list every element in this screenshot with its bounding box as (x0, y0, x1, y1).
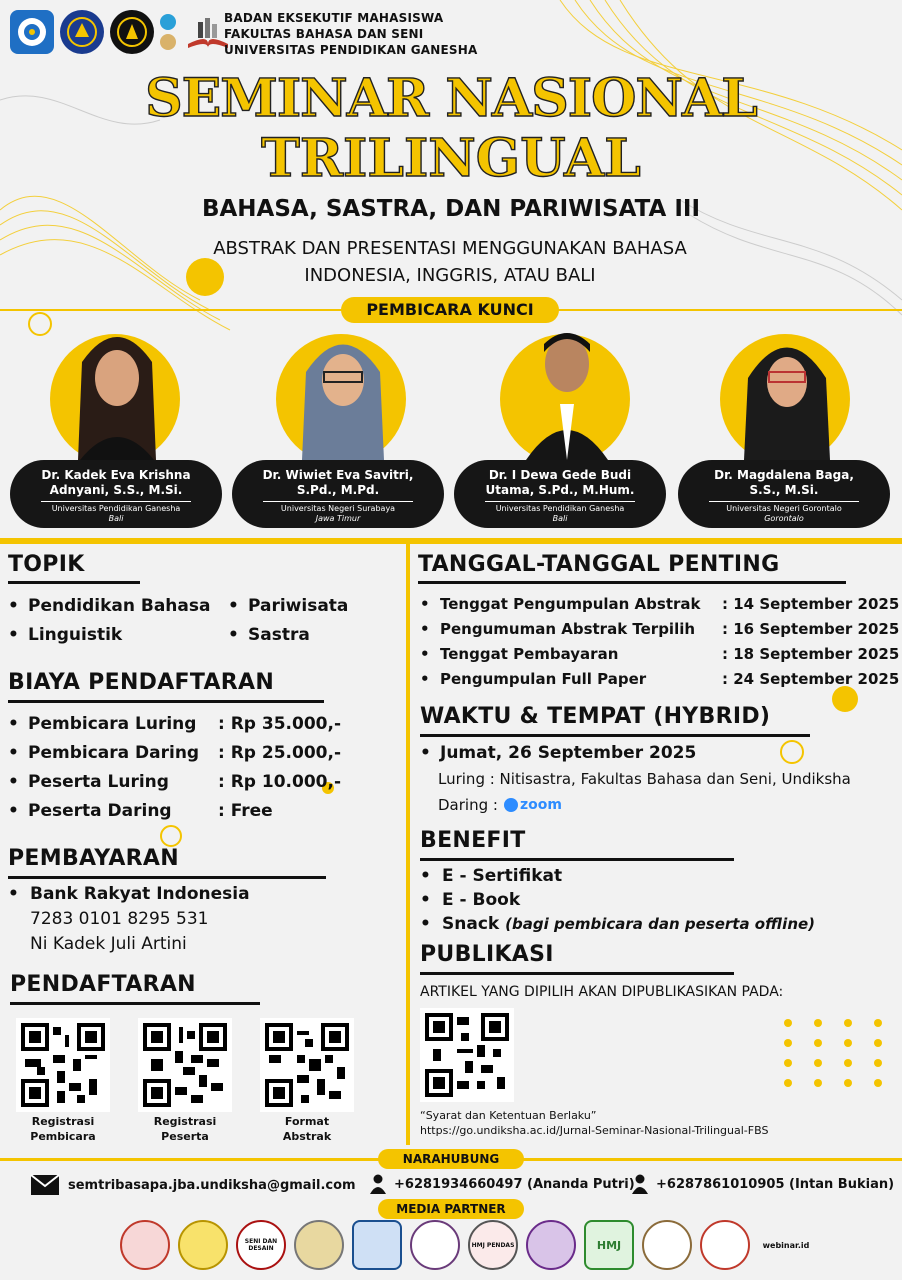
contact-email[interactable] (30, 1174, 356, 1196)
undiksha-logo (60, 10, 104, 54)
description-line-1: ABSTRAK DAN PRESENTASI MENGGUNAKAN BAHASA (213, 238, 687, 259)
org-line-2: FAKULTAS BAHASA DAN SENI (224, 27, 424, 41)
qr-label-line: Format (284, 1115, 330, 1128)
benefit-list: • E - Sertifikat • E - Book • Snack (bagi pembicara dan peserta offline) (420, 866, 816, 934)
speaker-card-4 (678, 460, 890, 528)
section-divider (0, 538, 902, 544)
pembayaran-heading: PEMBAYARAN (8, 846, 179, 871)
date-value: : 24 September 2025 (722, 670, 900, 688)
phone-1-text: +6281934660497 (Ananda Putri) (394, 1176, 635, 1192)
qr-label-line: Registrasi (153, 1115, 217, 1128)
date-value: : 16 September 2025 (722, 620, 900, 638)
partner-logo (700, 1220, 750, 1270)
speaker-card-2 (232, 460, 444, 528)
envelope-icon (30, 1174, 60, 1196)
benefit-item: E - Sertifikat (442, 866, 563, 886)
description-line-2: INDONESIA, INGGRIS, ATAU BALI (304, 265, 596, 286)
partner-logo (120, 1220, 170, 1270)
qr-label-line: Abstrak (282, 1130, 332, 1143)
email-text: semtribasapa.jba.undiksha@gmail.com (68, 1177, 356, 1193)
topic-item: Pariwisata (248, 596, 349, 616)
media-partner-logos (120, 1220, 814, 1270)
snack-note: (bagi pembicara dan peserta offline) (505, 915, 816, 933)
biaya-underline (8, 700, 324, 703)
speaker-location-3: Bali (552, 514, 568, 523)
qr-format-abstrak[interactable] (260, 1018, 354, 1112)
zoom-label: zoom (519, 797, 562, 813)
keynote-label: PEMBICARA KUNCI (341, 297, 559, 323)
contact-phone-2[interactable] (632, 1174, 894, 1194)
topic-item: Linguistik (28, 625, 123, 645)
speaker-affiliation-4: Universitas Negeri Gorontalo (726, 504, 842, 513)
benefit-item: Snack (442, 914, 500, 934)
org-line-1: BADAN EKSEKUTIF MAHASISWA (224, 11, 444, 25)
fee-label: Pembicara Daring (28, 743, 200, 763)
speaker-name-4b: S.S., M.Si. (749, 483, 819, 497)
payment-details: • Bank Rakyat Indonesia 7283 0101 8295 531 Ni Kadek Juli Artini (8, 882, 250, 957)
dates-list: • Tenggat Pengumpulan Abstrak : 14 September 2025 • Pengumuman Abstrak Terpilih : 16 September 2025 • Tenggat Pembayaran : 18 September 2025 • Pengumpulan Full Paper : 24 September 2025 (420, 592, 899, 692)
partner-logo (410, 1220, 460, 1270)
speaker-photo-4 (706, 320, 866, 460)
decor-dot-grid (780, 1015, 890, 1105)
partner-logo: HMJ (584, 1220, 634, 1270)
tanggal-heading: TANGGAL-TANGGAL PENTING (418, 552, 780, 577)
pendaftaran-heading: PENDAFTARAN (10, 972, 196, 997)
event-date: Jumat, 26 September 2025 (440, 743, 697, 763)
date-value: : 14 September 2025 (722, 595, 900, 613)
fee-label: Peserta Daring (28, 801, 172, 821)
qr-label-line: Peserta (161, 1130, 209, 1143)
speaker-photo-2 (262, 320, 422, 460)
org-line-3: UNIVERSITAS PENDIDIKAN GANESHA (224, 43, 478, 57)
qr-label-3 (260, 1114, 354, 1144)
partner-logo (352, 1220, 402, 1270)
event-daring: Daring : (438, 796, 498, 814)
column-divider (406, 540, 410, 1145)
partner-logo (294, 1220, 344, 1270)
speaker-location-4: Gorontalo (764, 514, 804, 523)
main-title-line-1: SEMINAR NASIONAL (145, 68, 757, 129)
fee-label: Pembicara Luring (28, 714, 197, 734)
waktu-underline (420, 734, 810, 737)
speaker-card-3 (454, 460, 666, 528)
speaker-photo-1 (36, 320, 196, 460)
person-icon (370, 1174, 386, 1194)
speaker-location-1: Bali (108, 514, 124, 523)
narahubung-label: NARAHUBUNG (378, 1149, 524, 1169)
speaker-name-2b: S.Pd., M.Pd. (296, 483, 380, 497)
fee-value: : Rp 10.000,- (218, 772, 342, 792)
bem-logo (110, 10, 154, 54)
qr-label-line: Pembicara (30, 1130, 96, 1143)
decor-circle (160, 825, 182, 847)
account-number: 7283 0101 8295 531 (30, 909, 209, 929)
pembayaran-underline (8, 876, 326, 879)
benefit-heading: BENEFIT (420, 828, 526, 853)
person-icon (632, 1174, 648, 1194)
benefit-item: E - Book (442, 890, 521, 910)
main-title-line-2: TRILINGUAL (261, 128, 641, 189)
tanggal-underline (418, 581, 846, 584)
speaker-photo-3 (486, 320, 646, 460)
tut-wuri-logo (10, 10, 54, 54)
speaker-name-2a: Dr. Wiwiet Eva Savitri, (262, 468, 414, 482)
speaker-name-3b: Utama, S.Pd., M.Hum. (485, 483, 635, 497)
speaker-card-1 (10, 460, 222, 528)
partner-logo (642, 1220, 692, 1270)
header-logos (10, 10, 230, 54)
phone-2-text: +6287861010905 (Intan Bukian) (656, 1176, 895, 1192)
topic-item: Pendidikan Bahasa (28, 596, 211, 616)
date-label: Pengumuman Abstrak Terpilih (440, 620, 696, 638)
partner-logo: webinar.id (762, 1240, 810, 1250)
speaker-name-1a: Dr. Kadek Eva Krishna (41, 468, 191, 482)
media-partner-label: MEDIA PARTNER (378, 1199, 524, 1219)
event-luring: Luring : Nitisastra, Fakultas Bahasa dan Seni, Undiksha (438, 770, 851, 788)
fee-value: : Free (218, 801, 273, 821)
zoom-icon (504, 792, 562, 818)
speaker-affiliation-2: Universitas Negeri Surabaya (280, 504, 396, 513)
partner-logo: HMJ PENDAS (468, 1220, 518, 1270)
pendaftaran-underline (10, 1002, 260, 1005)
topik-list: • Pendidikan Bahasa • Pariwisata • Linguistik • Sastra (8, 592, 398, 650)
partner-logo: SENI DAN DESAIN (236, 1220, 286, 1270)
biaya-heading: BIAYA PENDAFTARAN (8, 670, 275, 695)
speaker-affiliation-1: Universitas Pendidikan Ganesha (51, 504, 181, 513)
qr-jurnal[interactable] (420, 1008, 514, 1102)
publikasi-footnote (420, 1108, 768, 1138)
date-label: Tenggat Pengumpulan Abstrak (440, 595, 701, 613)
bank-name: Bank Rakyat Indonesia (30, 884, 250, 904)
partner-logo (526, 1220, 576, 1270)
fee-value: : Rp 35.000,- (218, 714, 342, 734)
date-label: Tenggat Pembayaran (440, 645, 619, 663)
fee-value: : Rp 25.000,- (218, 743, 342, 763)
qr-label-2 (138, 1114, 232, 1144)
qr-label-line: Registrasi (31, 1115, 95, 1128)
qr-label-1 (16, 1114, 110, 1144)
fbs-logo (160, 10, 180, 54)
fee-label: Peserta Luring (28, 772, 169, 792)
account-holder: Ni Kadek Juli Artini (30, 934, 187, 954)
description (150, 235, 750, 289)
organizer-text (224, 10, 478, 58)
speaker-name-1b: Adnyani, S.S., M.Si. (49, 483, 183, 497)
publikasi-text: ARTIKEL YANG DIPILIH AKAN DIPUBLIKASIKAN PADA: (420, 984, 784, 1000)
qr-registrasi-peserta[interactable] (138, 1018, 232, 1112)
topik-heading: TOPIK (8, 552, 85, 577)
subtitle: BAHASA, SASTRA, DAN PARIWISATA III (201, 196, 701, 222)
publikasi-heading: PUBLIKASI (420, 942, 554, 967)
qr-registrasi-pembicara[interactable] (16, 1018, 110, 1112)
publikasi-underline (420, 972, 734, 975)
topic-item: Sastra (248, 625, 310, 645)
event-details: • Jumat, 26 September 2025 Luring : Nitisastra, Fakultas Bahasa dan Seni, Undiksha Daring : zoom (420, 740, 851, 818)
speaker-affiliation-3: Universitas Pendidikan Ganesha (495, 504, 625, 513)
waktu-heading: WAKTU & TEMPAT (HYBRID) (420, 704, 771, 729)
speaker-location-2: Jawa Timur (315, 514, 361, 523)
biaya-list: • Pembicara Luring : Rp 35.000,- • Pembicara Daring : Rp 25.000,- • Peserta Luring : Rp 10.000,- • Peserta Daring : Free (8, 710, 398, 826)
date-label: Pengumpulan Full Paper (440, 670, 647, 688)
benefit-underline (420, 858, 734, 861)
speaker-name-3a: Dr. I Dewa Gede Budi (488, 468, 632, 482)
jurnal-url[interactable]: https://go.undiksha.ac.id/Jurnal-Seminar-Nasional-Trilingual-FBS (420, 1124, 769, 1137)
speaker-name-4a: Dr. Magdalena Baga, (714, 468, 854, 482)
date-value: : 18 September 2025 (722, 645, 900, 663)
topik-underline (8, 581, 140, 584)
partner-logo (178, 1220, 228, 1270)
terms-text: “Syarat dan Ketentuan Berlaku” (420, 1109, 597, 1122)
contact-phone-1[interactable] (370, 1174, 635, 1194)
